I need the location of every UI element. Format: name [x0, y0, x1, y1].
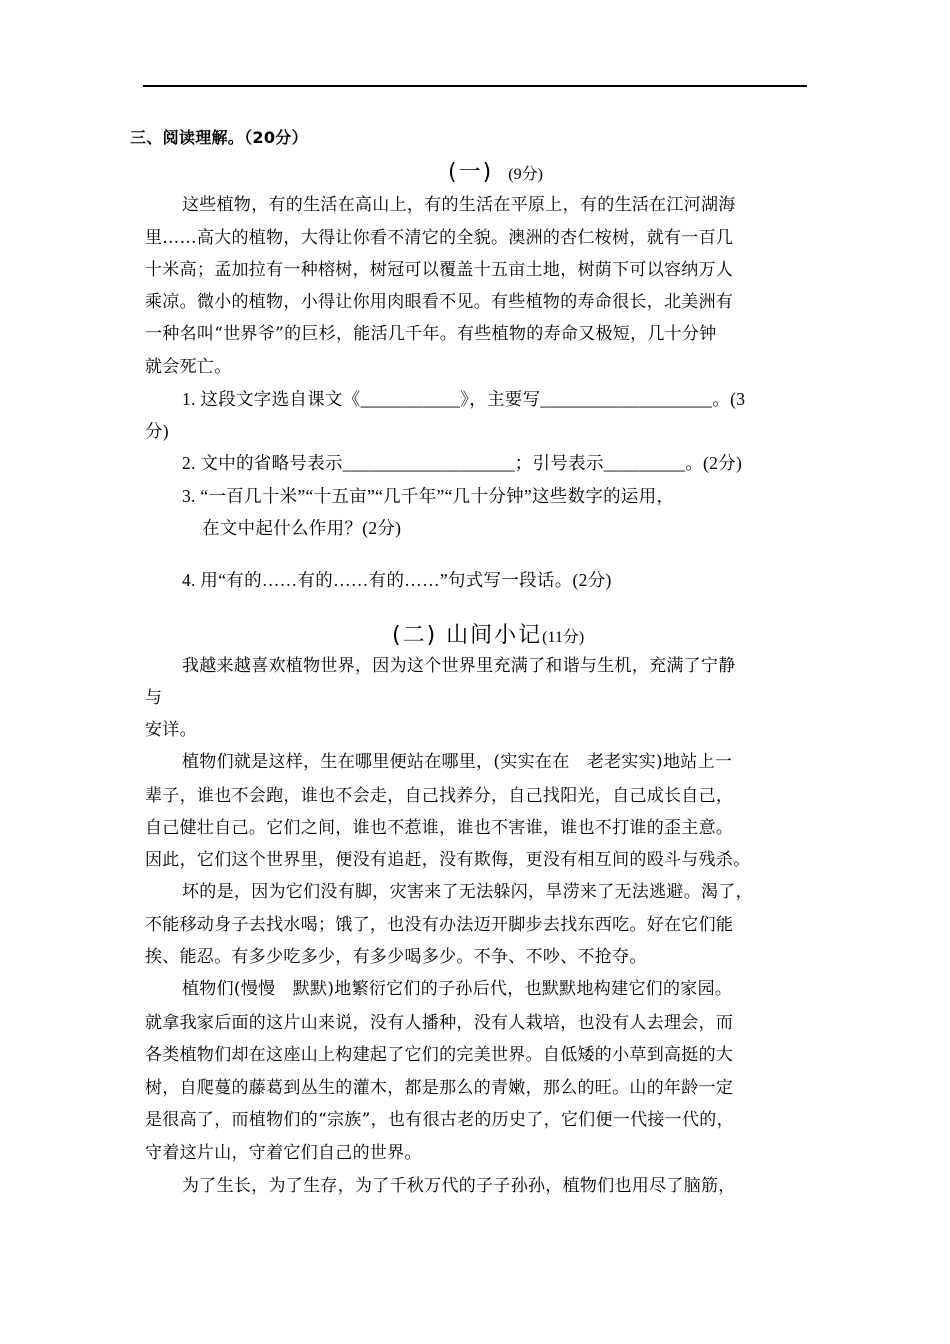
paragraph-line: 不能移动身子去找水喝；饿了，也没有办法迈开脚步去找东西吃。好在它们能: [145, 915, 734, 935]
paragraph-line: 守着这片山，守着它们自己的世界。: [145, 1143, 422, 1163]
paragraph-line: 十米高；孟加拉有一种榕树，树冠可以覆盖十五亩土地，树荫下可以容纳万人: [145, 260, 734, 280]
paragraph-line: 树，自爬蔓的藤葛到丛生的灌木，都是那么的青嫩，那么的旺。山的年龄一定: [145, 1078, 734, 1098]
paragraph-line: 乘凉。微小的植物，小得让你用肉眼看不见。有些植物的寿命很长，北美洲有: [145, 292, 734, 312]
paragraph-line: 挨、能忍。有多少吃多少，有多少喝多少。不争、不吵、不抢夺。: [145, 947, 647, 967]
section-title: 三、阅读理解。（20分）: [130, 128, 308, 147]
paragraph-line: 各类植物们却在这座山上构建起了它们的完美世界。自低矮的小草到高挺的大: [145, 1045, 734, 1065]
paragraph-line: 辈子，谁也不会跑，谁也不会走，自己找养分，自己找阳光，自己成长自己，: [145, 786, 734, 806]
paragraph-line: 我越来越喜欢植物世界，因为这个世界里充满了和谐与生机，充满了宁静: [182, 656, 736, 676]
paragraph-line: 安详。: [145, 720, 197, 740]
paragraph-line: 里……高大的植物，大得让你看不清它的全貌。澳洲的杏仁桉树，就有一百几: [145, 228, 734, 248]
paragraph-line: 因此，它们这个世界里，便没有追赶，没有欺侮，更没有相互间的殴斗与残杀。: [145, 850, 751, 870]
paragraph-line: 这些植物，有的生活在高山上，有的生活在平原上，有的生活在江河湖海: [182, 195, 736, 215]
question-3-continued: 在文中起什么作用？(2分): [202, 518, 402, 538]
paragraph-line: 植物们(慢慢 默默)地繁衍它们的子孙后代，也默默地构建它们的家园。: [182, 979, 733, 999]
question-1: 1. 这段文字选自课文《___________》，主要写___________________。(3: [182, 389, 746, 409]
paragraph-line: 植物们就是这样，生在哪里便站在哪里，(实实在在 老老实实)地站上一: [182, 752, 733, 772]
paragraph-line: 是很高了，而植物们的“宗族”，也有很古老的历史了，它们便一代接一代的，: [145, 1110, 734, 1130]
question-1-continued: 分): [145, 421, 169, 441]
paragraph-line: 自己健壮自己。它们之间，谁也不惹谁，谁也不害谁，谁也不打谁的歪主意。: [145, 818, 734, 838]
paragraph-line: 与: [145, 688, 163, 708]
part1-heading: [448, 155, 543, 186]
paragraph-line: 一种名叫“世界爷”的巨杉，能活几千年。有些植物的寿命又极短，几十分钟: [145, 324, 717, 344]
part2-points: (11分): [542, 629, 585, 646]
part2-heading: [392, 618, 584, 649]
question-2: 2. 文中的省略号表示___________________；引号表示_________。(2分): [182, 453, 743, 473]
part2-heading-label: (二) 山间小记: [392, 623, 543, 648]
part1-points: (9分): [508, 166, 543, 183]
paragraph-line: 为了生长，为了生存，为了千秋万代的子子孙孙，植物们也用尽了脑筋，: [182, 1176, 736, 1196]
paragraph-line: 就会死亡。: [145, 357, 232, 377]
part1-heading-label: (一): [448, 160, 494, 185]
paragraph-line: 坏的是，因为它们没有脚，灾害来了无法躲闪，旱涝来了无法逃避。渴了，: [182, 882, 753, 902]
question-3: 3. “一百几十米”“十五亩”“几千年”“几十分钟”这些数字的运用，: [182, 486, 675, 506]
question-4: 4. 用“有的……有的……有的……”句式写一段话。(2分): [182, 570, 612, 590]
paragraph-line: 就拿我家后面的这片山来说，没有人播种，没有人栽培，也没有人去理会，而: [145, 1013, 734, 1033]
header-rule: [143, 85, 807, 87]
